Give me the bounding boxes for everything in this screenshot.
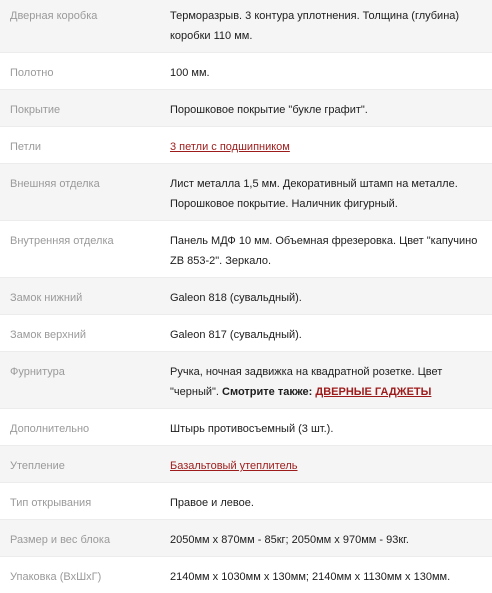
spec-label: Тип открывания: [0, 483, 160, 520]
spec-value: [160, 127, 492, 164]
spec-row-insulation: [0, 446, 492, 483]
spec-label: Полотно: [0, 53, 160, 90]
spec-row-exterior-finish: [0, 164, 492, 221]
spec-label: Фурнитура: [0, 352, 160, 409]
hinges-link[interactable]: 3 петли с подшипником: [170, 141, 290, 153]
spec-value: 2140мм x 1030мм x 130мм; 2140мм x 1130мм x 130мм.: [160, 557, 492, 593]
door-gadgets-link[interactable]: ДВЕРНЫЕ ГАДЖЕТЫ: [315, 386, 431, 398]
spec-label: Утепление: [0, 446, 160, 483]
spec-value: 100 мм.: [160, 53, 492, 90]
spec-label: Размер и вес блока: [0, 520, 160, 557]
spec-label: Покрытие: [0, 90, 160, 127]
insulation-link[interactable]: Базальтовый утеплитель: [170, 460, 298, 472]
spec-value: Galeon 818 (сувальдный).: [160, 278, 492, 315]
see-also-label: Смотрите также:: [222, 386, 312, 398]
spec-value: Лист металла 1,5 мм. Декоративный штамп на металле. Порошковое покрытие. Наличник фигурный.: [160, 164, 492, 221]
spec-label: Петли: [0, 127, 160, 164]
spec-value: Galeon 817 (сувальдный).: [160, 315, 492, 352]
spec-row-interior-finish: [0, 221, 492, 278]
spec-label: Упаковка (ВхШхГ): [0, 557, 160, 593]
spec-row-opening-type: [0, 483, 492, 520]
spec-row-upper-lock: [0, 315, 492, 352]
spec-value: Правое и левое.: [160, 483, 492, 520]
spec-label: Внешняя отделка: [0, 164, 160, 221]
spec-label: Дополнительно: [0, 409, 160, 446]
hardware-text: Ручка, ночная задвижка на квадратной розетке. Цвет "черный".: [170, 366, 442, 398]
spec-label: Внутренняя отделка: [0, 221, 160, 278]
spec-label: Замок верхний: [0, 315, 160, 352]
spec-row-packaging: [0, 557, 492, 593]
spec-value: Порошковое покрытие "букле графит".: [160, 90, 492, 127]
spec-row-door-leaf: [0, 53, 492, 90]
spec-label: Дверная коробка: [0, 0, 160, 53]
spec-value: Штырь противосъемный (3 шт.).: [160, 409, 492, 446]
spec-value: [160, 446, 492, 483]
spec-value: 2050мм x 870мм - 85кг; 2050мм x 970мм - 93кг.: [160, 520, 492, 557]
spec-label: Замок нижний: [0, 278, 160, 315]
spec-row-size-weight: [0, 520, 492, 557]
spec-row-additional: [0, 409, 492, 446]
spec-value: [160, 352, 492, 409]
spec-row-lower-lock: [0, 278, 492, 315]
spec-value: Терморазрыв. 3 контура уплотнения. Толщина (глубина) коробки 110 мм.: [160, 0, 492, 53]
spec-value: Панель МДФ 10 мм. Объемная фрезеровка. Цвет "капучино ZB 853-2". Зеркало.: [160, 221, 492, 278]
spec-row-door-frame: [0, 0, 492, 53]
spec-row-hinges: [0, 127, 492, 164]
spec-row-hardware: [0, 352, 492, 409]
spec-row-coating: [0, 90, 492, 127]
